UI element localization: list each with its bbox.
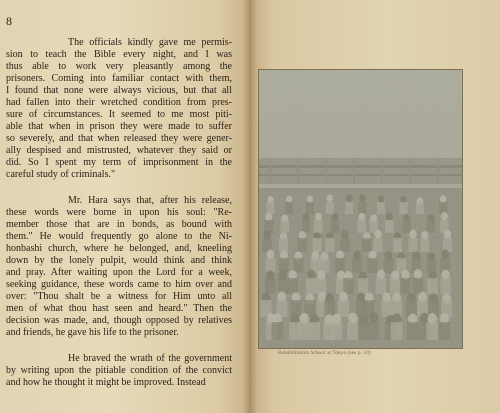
text-line: seeking guidance, these words came to him over and: [6, 279, 232, 290]
text-line: down by the lonely pulpit, would think and think: [6, 255, 232, 266]
text-line: so severely, and that when released they were gener-: [6, 133, 232, 144]
body-text: [6, 37, 232, 389]
text-line: them." He would frequently go alone to the Ni-: [6, 231, 232, 242]
text-line: did. So I spent my term of imprisonment in the: [6, 157, 232, 168]
text-line: Mr. Hara says that, after his release,: [68, 195, 232, 206]
text-line: by writing upon the pitiable condition of the convict: [6, 365, 232, 376]
text-line: had fallen into their wretched condition from pres-: [6, 97, 232, 108]
text-line: member those that are in bonds, as bound with: [6, 219, 232, 230]
text-line: He braved the wrath of the government: [68, 353, 232, 364]
text-line: sure of circumstances. It seemed to me most piti-: [6, 109, 232, 120]
text-line: prisoners. Coming into familiar contact with them,: [6, 73, 232, 84]
text-line: men of what thou hast seen and heard." Then the: [6, 303, 232, 314]
text-line: over: "Thou shalt be a witness for Him unto all: [6, 291, 232, 302]
text-line: sion to teach the Bible every night, and I was: [6, 49, 232, 60]
paragraph-gap: [6, 339, 232, 353]
text-line: and pray. After waiting upon the Lord for a week,: [6, 267, 232, 278]
text-line: I found that none were always vicious, but that all: [6, 85, 232, 96]
text-line: and friends, he gave his life to the prisoner.: [6, 327, 179, 338]
group-photograph: [258, 69, 463, 349]
text-line: decision was made, and, though opposed by relatives: [6, 315, 232, 326]
text-line: these words were borne in upon his soul: "Re-: [6, 207, 232, 218]
left-page: [0, 0, 249, 413]
text-line: ally despised and mistrusted, whatever they said or: [6, 145, 232, 156]
book-gutter: [243, 0, 257, 413]
text-line: honbashi church, where he belonged, and, kneeling: [6, 243, 232, 254]
text-line: careful study of criminals.": [6, 169, 116, 180]
text-line: and how he thought it might be improved. Instead: [6, 377, 206, 388]
text-line: thus able to work very pleasantly among the: [6, 61, 232, 72]
paragraph-gap: [6, 181, 232, 195]
photo-caption: Rehabilitation School at Tokyo (see p. 10): [278, 351, 371, 356]
text-line: able that when in prison they were made to suffer: [6, 121, 232, 132]
text-line: The officials kindly gave me permis-: [68, 37, 232, 48]
page-number: 8: [6, 14, 12, 28]
